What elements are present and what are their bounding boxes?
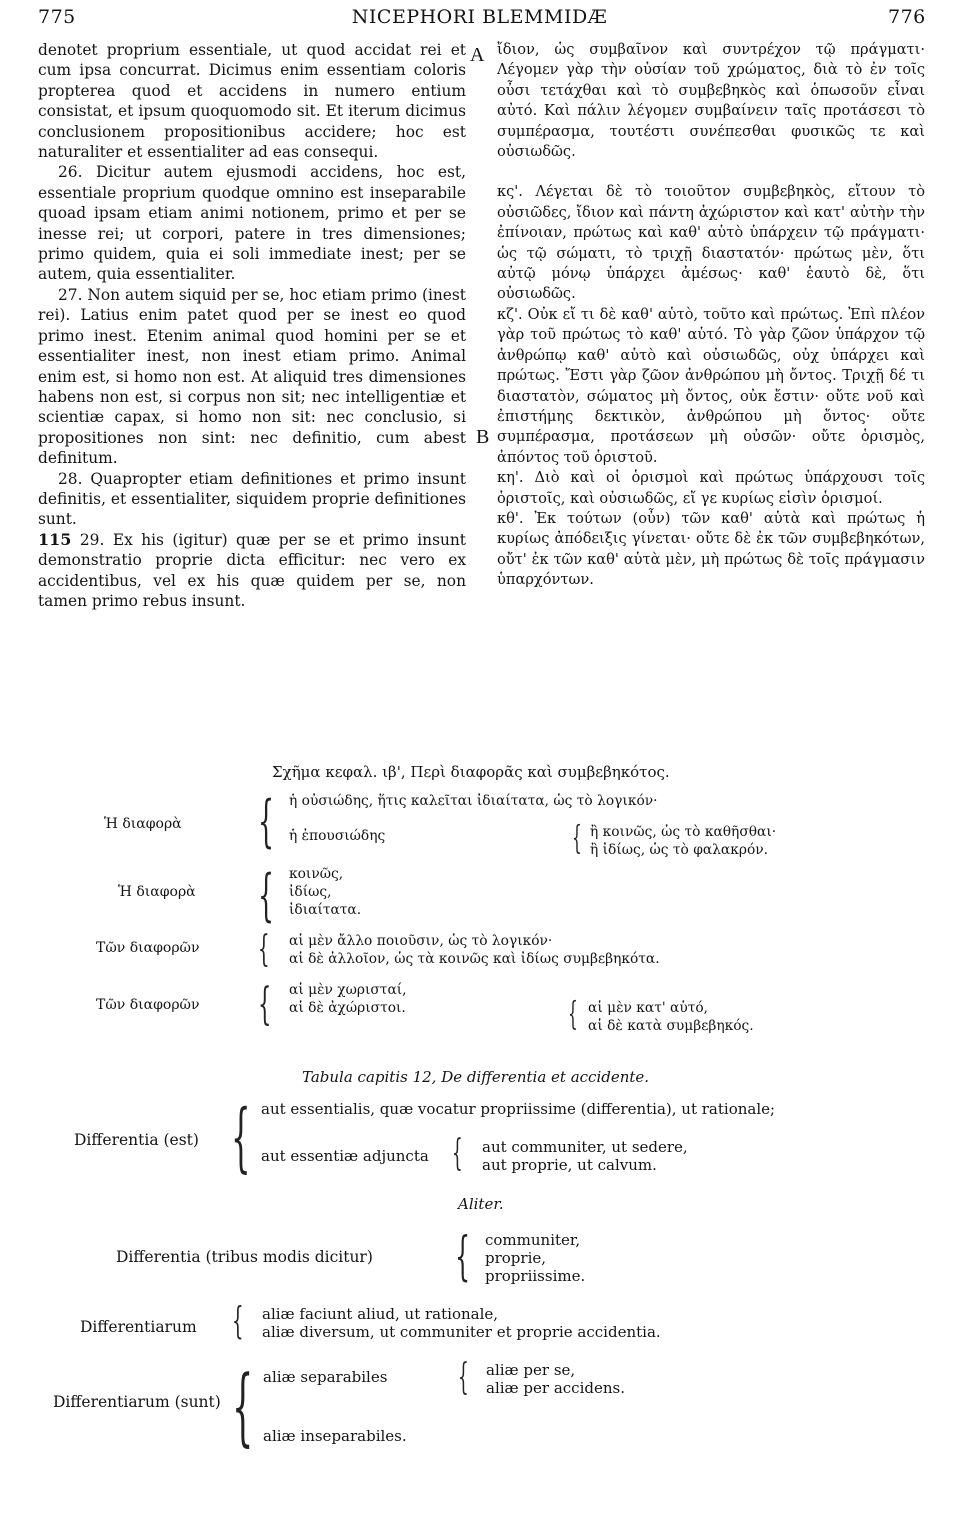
- latin-row4-b: aliæ inseparabiles.: [263, 1427, 407, 1445]
- latin-paragraph-26: 26. Dicitur autem ejusmodi accidens, hoc est, essentiale proprium quodque omnino est inseparabile quoad ipsam etiam animi notionem, primo et per se inesse rei; ut corpori, patere in tres dimensiones; primo quidem, quia ei soli immediate inest; per se autem, quia essentialiter.: [38, 163, 466, 284]
- latin-table-caption: Tabula capitis 12, De differentia et accidente.: [302, 1068, 650, 1086]
- brace: {: [258, 865, 275, 929]
- greek-paragraph-27: κζ'. Οὐκ εἴ τι δὲ καθ' αὑτὸ, τοῦτο καὶ πρώτως. Ἐπὶ πλέον γὰρ τοῦ πρώτως τὸ καθ' αὑτό. Τὸ γὰρ ζῶον ὑπάρχον τῷ ἀνθρώπῳ καθ' αὑτὸ καὶ οὐσιωδῶς, οὐχ ὑπάρχει καὶ πρώτως. Ἔστι γὰρ ζῶον ἀνθρώπου μὴ ὄντος. Τριχῇ δέ τι διαστατὸν, σώματος μὴ ὄντος, οὐκ ἔστιν· οὔτε νοῦ καὶ ἐπιστήμης δεκτικὸν, ἀνθρώπου μὴ ὄντος· οὔτε συμπέρασμα, προτάσεων μὴ οὐσῶν· οὔτε ὁρισμὸς, ἀπόντος τοῦ ὁριστοῦ.: [497, 305, 925, 466]
- latin-paragraph-29-text: 29. Ex his (igitur) quæ per se et primo insunt demonstratio proprie dicta efficitur: nec vero ex accidentibus, vel ex his quæ quidem per se, non tamen primo rebus insunt.: [38, 530, 466, 610]
- latin-row3-label: Differentiarum: [80, 1318, 197, 1336]
- latin-row2-label: Differentia (tribus modis dicitur): [116, 1248, 373, 1266]
- latin-row2-a: communiter,: [485, 1231, 581, 1249]
- latin-row1-a: aut essentialis, quæ vocatur propriissime (differentia), ut rationale;: [261, 1100, 776, 1118]
- latin-row3-a: aliæ faciunt aliud, ut rationale,: [262, 1305, 499, 1323]
- greek-row4-label: Τῶν διαφορῶν: [96, 997, 200, 1013]
- column-number: 115: [38, 529, 72, 549]
- greek-paragraph-29: κθ'. Ἐκ τούτων (οὖν) τῶν καθ' αὑτὰ καὶ πρώτως ἡ κυρίως ἀπόδειξις γίνεται· οὔτε δὲ ἐκ τῶν συμβεβηκότων, οὔτ' ἐκ τῶν καθ' αὑτὰ μὲν, μὴ πρώτως δὲ τοῖς πράγμασιν ὑπαρχόντων.: [497, 509, 925, 589]
- greek-row3-label: Τῶν διαφορῶν: [96, 940, 200, 956]
- greek-table-caption: Σχῆμα κεφαλ. ιβ', Περὶ διαφορᾶς καὶ συμβεβηκότος.: [272, 763, 670, 781]
- latin-row4-label: Differentiarum (sunt): [53, 1393, 221, 1411]
- greek-row1-label: Ἡ διαφορὰ: [104, 816, 182, 832]
- brace: {: [452, 1132, 463, 1174]
- greek-row4-a1: αἱ μὲν κατ' αὑτό,: [588, 1000, 709, 1016]
- greek-column: [497, 40, 925, 591]
- latin-paragraph-28: 28. Quapropter etiam definitiones et primo insunt definitis, et essentialiter, siquidem proprie definitiones sunt.: [38, 469, 466, 529]
- greek-row2-c: ἰδιαίτατα.: [289, 902, 362, 918]
- greek-row2-b: ἰδίως,: [289, 884, 332, 900]
- latin-row4-a1: aliæ per se,: [486, 1361, 576, 1379]
- latin-row2-c: propriissime.: [485, 1267, 586, 1285]
- latin-row3-b: aliæ diversum, ut communiter et proprie accidentia.: [262, 1323, 661, 1341]
- brace: {: [232, 1300, 244, 1344]
- page-number-right: 776: [888, 6, 926, 28]
- brace: {: [572, 820, 582, 858]
- greek-row4-b: αἱ δὲ ἀχώριστοι.: [289, 1000, 406, 1016]
- latin-row4-a: aliæ separabiles: [263, 1368, 388, 1386]
- latin-row1-b1: aut communiter, ut sedere,: [482, 1138, 688, 1156]
- latin-row1-label: Differentia (est): [74, 1131, 199, 1149]
- greek-row1-b2: ἢ ἰδίως, ὡς τὸ φαλακρόν.: [590, 842, 769, 858]
- greek-row1-b: ἡ ἐπουσιώδης: [289, 828, 386, 844]
- latin-row1-b2: aut proprie, ut calvum.: [482, 1156, 657, 1174]
- greek-row1-b1: ἢ κοινῶς, ὡς τὸ καθῆσθαι·: [590, 824, 777, 840]
- latin-paragraph-27: 27. Non autem siquid per se, hoc etiam primo (inest rei). Latius enim patet quod per se inest eo quod primo inest. Etenim animal quod homini per se et essentialiter inest, non inest etiam primo. Animal enim est, si homo non est. At aliquid tres dimensiones habens non est, si corpus non sit; nec intelligentiæ et scientiæ capax, si homo non sit: nec conclusio, si propositiones non sint: nec definitio, cum abest definitum.: [38, 285, 466, 468]
- greek-paragraph: ἴδιον, ὡς συμβαῖνον καὶ συντρέχον τῷ πράγματι· Λέγομεν γὰρ τὴν οὐσίαν τοῦ χρώματος, διὰ τὸ ἐν τοῖς οὖσι τετάχθαι καὶ τὸ συμβεβηκὸς καὶ ὁπωσοῦν εἶναι αὐτό. Καὶ πάλιν λέγομεν συμβαίνειν ταῖς προτάσεσι τὸ συμπέρασμα, τουτέστι συνέπεσθαι φυσικῶς τε καὶ οὐσιωδῶς.: [497, 41, 925, 161]
- greek-row1-a: ἡ οὐσιώδης, ἥτις καλεῖται ἰδιαίτατα, ὡς τὸ λογικόν·: [289, 793, 658, 809]
- brace: {: [258, 980, 272, 1031]
- brace: {: [458, 1356, 469, 1398]
- greek-row2-label: Ἡ διαφορὰ: [118, 884, 196, 900]
- greek-row3-a: αἱ μὲν ἄλλο ποιοῦσιν, ὡς τὸ λογικόν·: [289, 933, 553, 949]
- brace: {: [258, 929, 270, 971]
- latin-row2-b: proprie,: [485, 1249, 547, 1267]
- margin-letter-b: B: [476, 426, 490, 448]
- brace: {: [258, 791, 275, 855]
- greek-paragraph-28: κη'. Διὸ καὶ οἱ ὁρισμοὶ καὶ πρώτως ὑπάρχουσι τοῖς ὁριστοῖς, καὶ οὐσιωδῶς, εἴ γε κυρίως εἰσὶν ὁρισμοί.: [497, 469, 925, 507]
- margin-letter-a: A: [470, 44, 485, 66]
- brace: {: [568, 996, 578, 1034]
- latin-paragraph: denotet proprium essentiale, ut quod accidat rei et cum ipsa concurrat. Dicimus enim essentiam coloris propterea quod et accidens in numero entium consistat, et ipsum quoquomodo sit. Et iterum dicimus conclusionem propositionibus accidere; hoc est naturaliter et essentialiter ad eas consequi.: [38, 41, 466, 162]
- latin-paragraph-29: [38, 530, 466, 612]
- latin-row4-a2: aliæ per accidens.: [486, 1379, 625, 1397]
- greek-paragraph-26: κς'. Λέγεται δὲ τὸ τοιοῦτον συμβεβηκὸς, εἴτουν τὸ οὐσιῶδες, ἴδιον καὶ πάντη ἀχώριστον καὶ κατ' αὐτὴν τὴν ἐπίνοιαν, πρώτως καὶ καθ' αὑτὸ ὑπάρχειν τῷ πράγματι· ὡς τῷ σώματι, τὸ τριχῇ διαστατόν· πρώτως μὲν, ὅτι αὐτῷ μόνῳ ὑπάρχει ἀμέσως· καθ' ἑαυτὸ δὲ, ὅτι οὐσιωδῶς.: [497, 183, 925, 303]
- latin-column: [38, 40, 466, 611]
- brace: {: [231, 1095, 251, 1182]
- brace: {: [455, 1226, 471, 1288]
- page-number-left: 775: [38, 6, 76, 28]
- latin-row1-b: aut essentiæ adjuncta: [261, 1147, 429, 1165]
- running-title: NICEPHORI BLEMMIDÆ: [351, 6, 608, 28]
- greek-row4-a: αἱ μὲν χωρισταί,: [289, 982, 407, 998]
- greek-row3-b: αἱ δὲ ἀλλοῖον, ὡς τὰ κοινῶς καὶ ἰδίως συμβεβηκότα.: [289, 951, 660, 967]
- brace: {: [232, 1358, 254, 1456]
- greek-row2-a: κοινῶς,: [289, 866, 344, 882]
- aliter-heading: Aliter.: [458, 1195, 504, 1213]
- greek-row4-a2: αἱ δὲ κατὰ συμβεβηκός.: [588, 1018, 754, 1034]
